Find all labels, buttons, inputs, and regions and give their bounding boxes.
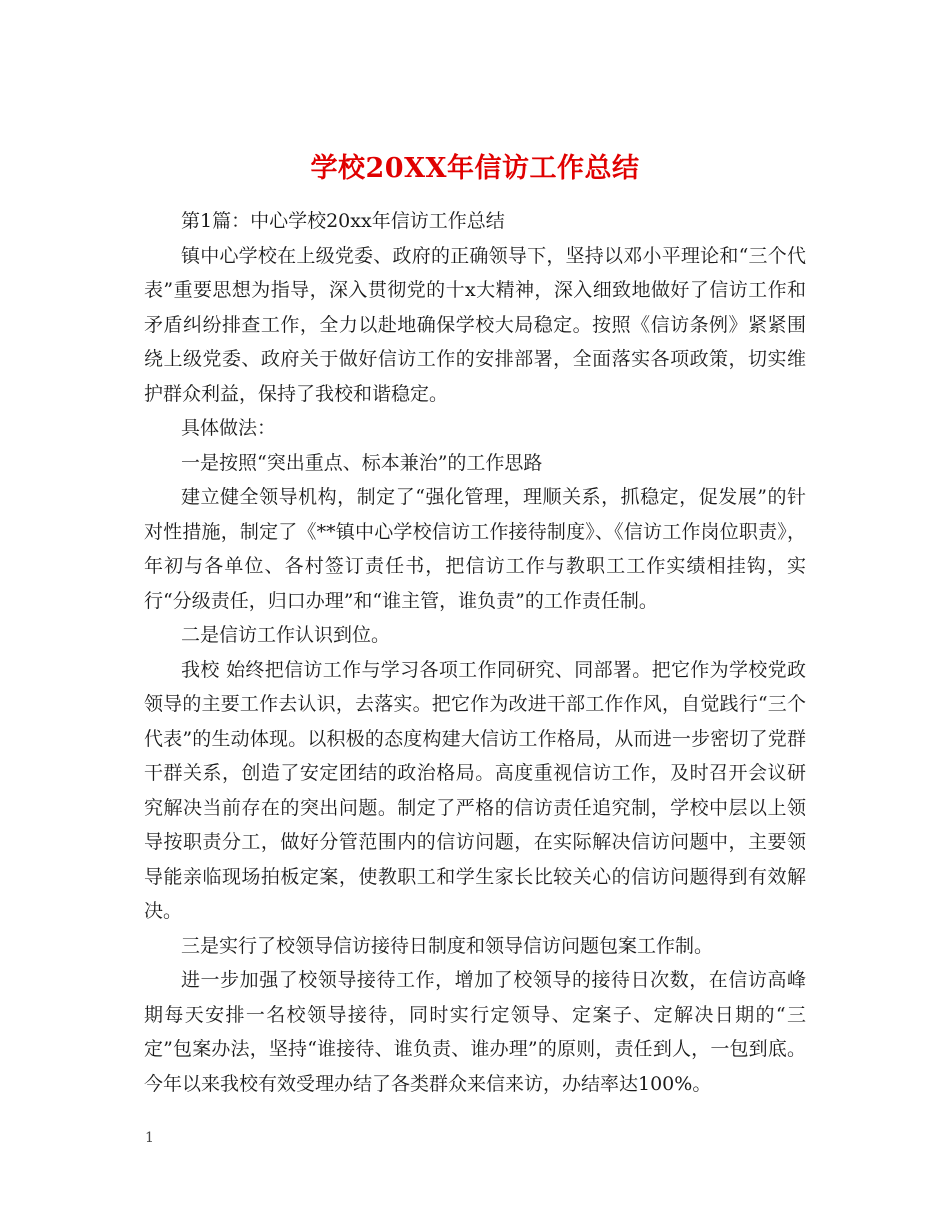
document-body xyxy=(144,204,806,1101)
paragraph: 二是信访工作认识到位。 xyxy=(181,624,391,646)
page-title: 学校20XX年信访工作总结 xyxy=(310,153,640,185)
paragraph: 建立健全领导机构，制定了“强化管理，理顺关系，抓稳定，促发展”的针对性措施，制定了《**镇中心学校信访工作接待制度》、《信访工作岗位职责》，年初与各单位、各村签订责任书，把信访工作与教职工工作实绩相挂钩，实行“分级责任，归口办理”和“谁主管，谁负责”的工作责任制。 xyxy=(144,486,806,612)
paragraph: 进一步加强了校领导接待工作，增加了校领导的接待日次数，在信访高峰期每天安排一名校领导接待，同时实行定领导、定案子、定解决日期的“三定”包案办法，坚持“谁接待、谁负责、谁办理”的原则，责任到人，一包到底。今年以来我校有效受理办结了各类群众来信来访，办结率达100%。 xyxy=(144,969,806,1095)
paragraph: 三是实行了校领导信访接待日制度和领导信访问题包案工作制。 xyxy=(181,934,714,957)
section-heading: 第1篇：中心学校20xx年信访工作总结 xyxy=(181,210,505,232)
paragraph: 镇中心学校在上级党委、政府的正确领导下，坚持以邓小平理论和“三个代表”重要思想为指导，深入贯彻党的十x大精神，深入细致地做好了信访工作和矛盾纠纷排查工作，全力以赴地确保学校大局稳定。按照《信访条例》紧紧围绕上级党委、政府关于做好信访工作的安排部署，全面落实各项政策，切实维护群众利益，保持了我校和谐稳定。 xyxy=(144,244,806,405)
paragraph: 一是按照“突出重点、标本兼治”的工作思路 xyxy=(181,451,543,474)
paragraph: 具体做法： xyxy=(181,417,277,439)
paragraph: 我校 始终把信访工作与学习各项工作同研究、同部署。把它作为学校党政领导的主要工作去认识，去落实。把它作为改进干部工作作风，自觉践行“三个代表”的生动体现。以积极的态度构建大信访工作格局，从而进一步密切了党群干群关系，创造了安定团结的政治格局。高度重视信访工作，及时召开会议研究解决当前存在的突出问题。制定了严格的信访责任追究制，学校中层以上领导按职责分工，做好分管范围内的信访问题，在实际解决信访问题中，主要领导能亲临现场拍板定案，使教职工和学生家长比较关心的信访问题得到有效解决。 xyxy=(144,658,806,922)
page-number: 1 xyxy=(145,1130,154,1146)
